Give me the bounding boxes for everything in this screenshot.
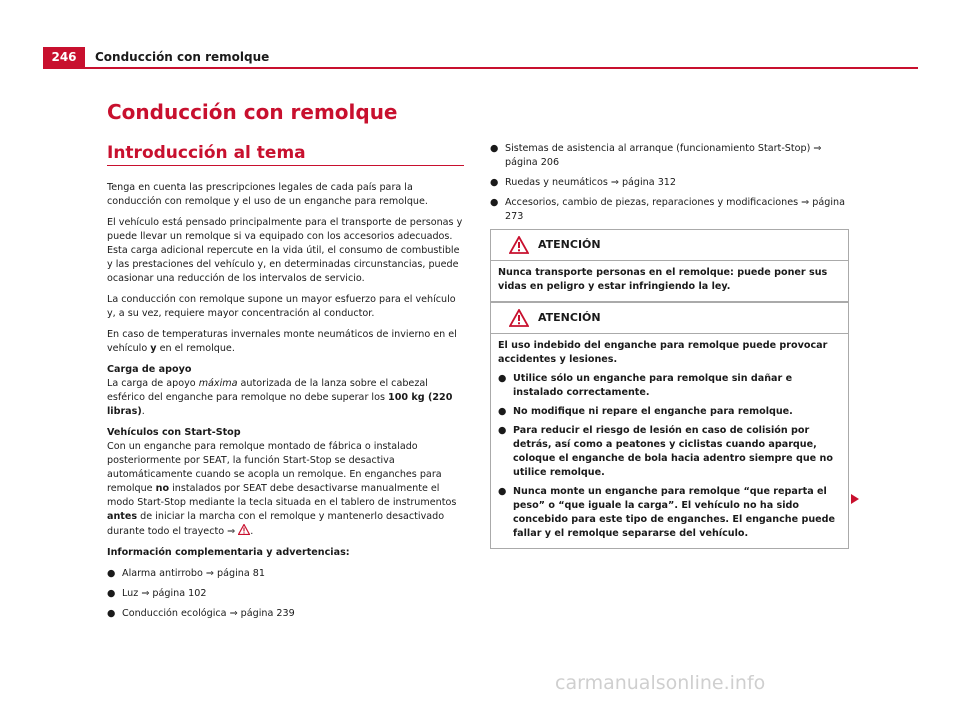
ss-text-2: instalados por SEAT debe desactivarse manualmente el modo Start-Stop mediante la tecla situada en el tablero de instrumentos — [107, 483, 457, 508]
intro-paragraph: Tenga en cuenta las prescripciones legales de cada país para la conducción con remolque y el uso de un enganche para remolque. — [107, 182, 428, 207]
winter-text: En caso de temperaturas invernales monte neumáticos de invierno en el vehículo — [107, 329, 457, 354]
list-item — [498, 372, 841, 400]
bullet-dot: ● — [107, 588, 116, 599]
ss-antes: antes — [107, 511, 138, 522]
chapter-title: Conducción con remolque — [107, 100, 398, 124]
section-rule — [107, 165, 464, 166]
list-item-text: Utilice sólo un enganche para remolque sin dañar e instalado correctamente. — [513, 373, 793, 398]
page-number: 246 — [43, 47, 85, 67]
carga-italic: máxima — [198, 378, 238, 389]
list-item[interactable] — [107, 567, 465, 581]
list-item-text: Nunca monte un enganche para remolque “que reparta el peso” o “que iguale la carga”. El vehículo no ha sido concebido para este tipo de enganches. El enganche puede fallar y el remolque separarse del vehículo. — [513, 486, 836, 539]
warning-triangle-icon — [509, 236, 529, 254]
startstop-paragraph — [107, 440, 465, 539]
section-title: Introducción al tema — [107, 143, 306, 163]
list-item-text: Para reducir el riesgo de lesión en caso de colisión por detrás, así como a peatones y ciclistas cuando aparque, coloque el enganche de bola hacia adentro siempre que no utilice remolque. — [513, 425, 833, 478]
ss-text-1: Con un enganche para remolque montado de fábrica o instalado posteriormente por SEAT, la función Start-Stop se desactiva automáticamente cuando se acopla un remolque. En enganches para remolque — [107, 441, 442, 494]
warning-header — [491, 303, 848, 334]
bullet-dot: ● — [498, 486, 507, 497]
list-item-text: No modifique ni repare el enganche para remolque. — [513, 406, 793, 417]
warning-box-1 — [490, 229, 849, 302]
ss-period: . — [250, 526, 254, 537]
bullet-dot: ● — [490, 143, 499, 154]
list-item[interactable] — [107, 587, 465, 601]
watermark: carmanualsonline.info — [555, 672, 766, 694]
warning-box-2 — [490, 302, 849, 549]
bullet-dot: ● — [498, 373, 507, 384]
bullet-dot: ● — [107, 568, 116, 579]
continue-arrow-icon[interactable] — [851, 494, 859, 504]
list-item — [498, 485, 841, 541]
carga-limit: 100 kg (220 libras) — [107, 392, 453, 417]
info-list — [107, 567, 465, 621]
list-item-text: Luz ⇒ página 102 — [122, 588, 207, 599]
ss-text-3: de iniciar la marcha con el remolque y mantenerlo desactivado durante todo el trayecto ⇒ — [107, 511, 445, 537]
ss-no: no — [155, 483, 170, 494]
warning-body — [491, 334, 848, 548]
warning-text: Nunca transporte personas en el remolque: puede poner sus vidas en peligro y estar infringiendo la ley. — [498, 267, 828, 292]
bullet-dot: ● — [490, 197, 499, 208]
left-column — [107, 181, 465, 627]
winter-paragraph — [107, 328, 465, 356]
right-column — [490, 142, 848, 230]
list-item-text: Ruedas y neumáticos ⇒ página 312 — [505, 177, 677, 188]
warning-label: ATENCIÓN — [538, 311, 601, 324]
list-item — [498, 424, 841, 480]
carga-text-2: autorizada de la lanza sobre el cabezal esférico del enganche para remolque no debe superar los — [107, 378, 428, 403]
bullet-dot: ● — [107, 608, 116, 619]
running-header: Conducción con remolque — [95, 50, 270, 64]
warning-ref-icon[interactable] — [238, 524, 250, 535]
list-item[interactable] — [490, 142, 848, 170]
info-heading: Información complementaria y advertencias: — [107, 547, 350, 558]
list-item-text: Accesorios, cambio de piezas, reparaciones y modificaciones ⇒ página 273 — [505, 197, 845, 222]
list-item[interactable] — [490, 176, 848, 190]
effort-paragraph: La conducción con remolque supone un mayor esfuerzo para el vehículo y, a su vez, requiere mayor concentración al conductor. — [107, 294, 456, 319]
list-item — [498, 405, 841, 419]
list-item-text: Sistemas de asistencia al arranque (funcionamiento Start-Stop) ⇒ página 206 — [505, 143, 822, 168]
winter-text-end: en el remolque. — [156, 343, 235, 354]
carga-heading: Carga de apoyo — [107, 364, 192, 375]
warning-intro: El uso indebido del enganche para remolque puede provocar accidentes y lesiones. — [498, 340, 828, 365]
list-item[interactable] — [490, 196, 848, 224]
bullet-dot: ● — [498, 406, 507, 417]
startstop-heading: Vehículos con Start-Stop — [107, 427, 241, 438]
purpose-paragraph: El vehículo está pensado principalmente para el transporte de personas y puede llevar un remolque si va equipado con los accesorios adecuados. Esta carga adicional repercute en la vida útil, el consumo de combustible y las prestaciones del vehículo y, en determinadas circunstancias, puede ocasionar una reducción de los intervalos de servicio. — [107, 217, 463, 284]
list-item-text: Conducción ecológica ⇒ página 239 — [122, 608, 295, 619]
carga-text: La carga de apoyo — [107, 378, 199, 389]
list-item[interactable] — [107, 607, 465, 621]
bullet-dot: ● — [498, 425, 507, 436]
bullet-dot: ● — [490, 177, 499, 188]
winter-emphasis: y — [150, 343, 157, 354]
warning-body — [491, 261, 848, 301]
header-rule — [43, 67, 918, 69]
carga-period: . — [141, 406, 145, 417]
warning-triangle-icon — [509, 309, 529, 327]
warning-label: ATENCIÓN — [538, 238, 601, 251]
warning-header — [491, 230, 848, 261]
list-item-text: Alarma antirrobo ⇒ página 81 — [122, 568, 265, 579]
carga-paragraph — [107, 377, 465, 419]
